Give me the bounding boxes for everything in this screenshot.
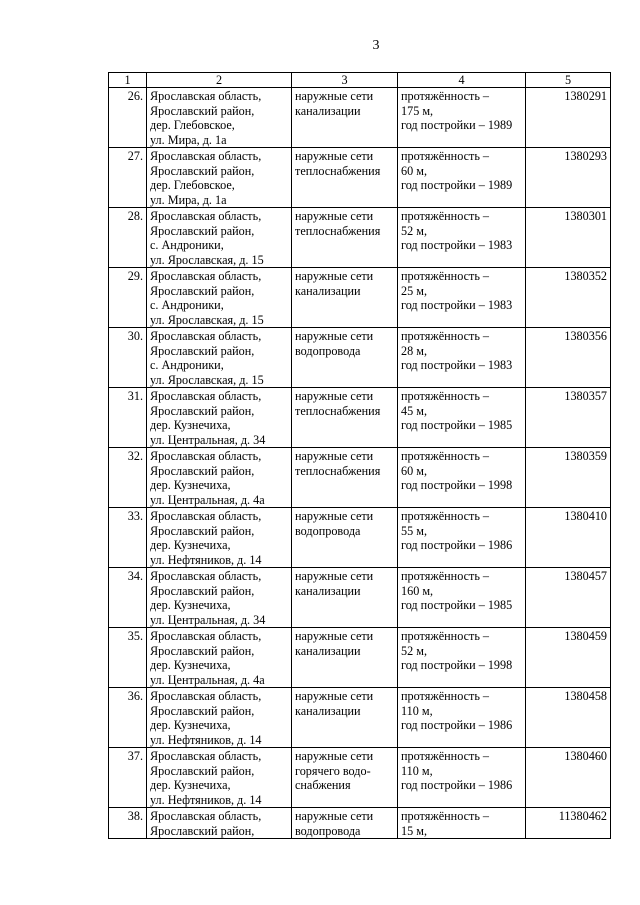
details-cell: протяжённость – 110 м, год постройки – 1986 [398,688,526,748]
details-cell: протяжённость – 15 м, [398,808,526,839]
row-number-cell: 33. [109,508,147,568]
registry-code-cell: 1380291 [526,88,611,148]
details-cell: протяжённость – 52 м, год постройки – 1983 [398,208,526,268]
row-number-cell: 36. [109,688,147,748]
object-type-cell: наружные сети теплоснабжения [292,388,398,448]
address-cell: Ярославская область, Ярославский район, дер. Кузнечиха, ул. Нефтяников, д. 14 [147,508,292,568]
table-row [109,568,611,628]
row-number-cell: 35. [109,628,147,688]
address-cell: Ярославская область, Ярославский район, с. Андроники, ул. Ярославская, д. 15 [147,208,292,268]
address-cell: Ярославская область, Ярославский район, дер. Кузнечиха, ул. Нефтяников, д. 14 [147,748,292,808]
object-type-cell: наружные сети водопровода [292,328,398,388]
address-cell: Ярославская область, Ярославский район, дер. Глебовское, ул. Мира, д. 1а [147,148,292,208]
row-number-cell: 37. [109,748,147,808]
object-type-cell: наружные сети канализации [292,88,398,148]
address-cell: Ярославская область, Ярославский район, дер. Кузнечиха, ул. Центральная, д. 34 [147,388,292,448]
table-row [109,208,611,268]
row-number-cell: 32. [109,448,147,508]
registry-code-cell: 1380301 [526,208,611,268]
object-type-cell: наружные сети канализации [292,268,398,328]
details-cell: протяжённость – 45 м, год постройки – 1985 [398,388,526,448]
table-row [109,628,611,688]
registry-code-cell: 1380457 [526,568,611,628]
address-cell: Ярославская область, Ярославский район, [147,808,292,839]
row-number-cell: 38. [109,808,147,839]
row-number-cell: 30. [109,328,147,388]
details-cell: протяжённость – 25 м, год постройки – 1983 [398,268,526,328]
object-type-cell: наружные сети канализации [292,688,398,748]
table-row [109,268,611,328]
row-number-cell: 29. [109,268,147,328]
table-body [109,73,611,839]
details-cell: протяжённость – 60 м, год постройки – 1998 [398,448,526,508]
details-cell: протяжённость – 55 м, год постройки – 1986 [398,508,526,568]
header-cell-4: 4 [398,73,526,88]
table-row [109,148,611,208]
details-cell: протяжённость – 60 м, год постройки – 1989 [398,148,526,208]
header-cell-3: 3 [292,73,398,88]
object-type-cell: наружные сети теплоснабжения [292,208,398,268]
address-cell: Ярославская область, Ярославский район, дер. Кузнечиха, ул. Центральная, д. 4а [147,628,292,688]
object-type-cell: наружные сети горячего водо- снабжения [292,748,398,808]
address-cell: Ярославская область, Ярославский район, дер. Кузнечиха, ул. Нефтяников, д. 14 [147,688,292,748]
address-cell: Ярославская область, Ярославский район, дер. Кузнечиха, ул. Центральная, д. 34 [147,568,292,628]
table-row [109,448,611,508]
registry-code-cell: 1380293 [526,148,611,208]
table-row [109,88,611,148]
object-type-cell: наружные сети канализации [292,568,398,628]
table-row [109,388,611,448]
row-number-cell: 27. [109,148,147,208]
page-number: 3 [372,38,380,53]
table-row [109,808,611,839]
header-cell-5: 5 [526,73,611,88]
registry-code-cell: 1380356 [526,328,611,388]
table-row [109,508,611,568]
details-cell: протяжённость – 175 м, год постройки – 1989 [398,88,526,148]
registry-code-cell: 1380352 [526,268,611,328]
object-type-cell: наружные сети водопровода [292,808,398,839]
object-type-cell: наружные сети теплоснабжения [292,448,398,508]
registry-code-cell: 1380359 [526,448,611,508]
table-header-row [109,73,611,88]
row-number-cell: 34. [109,568,147,628]
table-row [109,328,611,388]
header-cell-2: 2 [147,73,292,88]
object-type-cell: наружные сети водопровода [292,508,398,568]
registry-code-cell: 1380458 [526,688,611,748]
object-type-cell: наружные сети канализации [292,628,398,688]
registry-code-cell: 1380357 [526,388,611,448]
header-cell-1: 1 [109,73,147,88]
details-cell: протяжённость – 28 м, год постройки – 1983 [398,328,526,388]
details-cell: протяжённость – 52 м, год постройки – 1998 [398,628,526,688]
address-cell: Ярославская область, Ярославский район, с. Андроники, ул. Ярославская, д. 15 [147,328,292,388]
registry-code-cell: 1380459 [526,628,611,688]
address-cell: Ярославская область, Ярославский район, дер. Глебовское, ул. Мира, д. 1а [147,88,292,148]
table-row [109,748,611,808]
object-type-cell: наружные сети теплоснабжения [292,148,398,208]
address-cell: Ярославская область, Ярославский район, с. Андроники, ул. Ярославская, д. 15 [147,268,292,328]
row-number-cell: 26. [109,88,147,148]
property-table [108,72,611,839]
registry-code-cell: 1380460 [526,748,611,808]
registry-code-cell: 11380462 [526,808,611,839]
address-cell: Ярославская область, Ярославский район, дер. Кузнечиха, ул. Центральная, д. 4а [147,448,292,508]
registry-code-cell: 1380410 [526,508,611,568]
row-number-cell: 28. [109,208,147,268]
details-cell: протяжённость – 110 м, год постройки – 1986 [398,748,526,808]
details-cell: протяжённость – 160 м, год постройки – 1985 [398,568,526,628]
row-number-cell: 31. [109,388,147,448]
table-row [109,688,611,748]
